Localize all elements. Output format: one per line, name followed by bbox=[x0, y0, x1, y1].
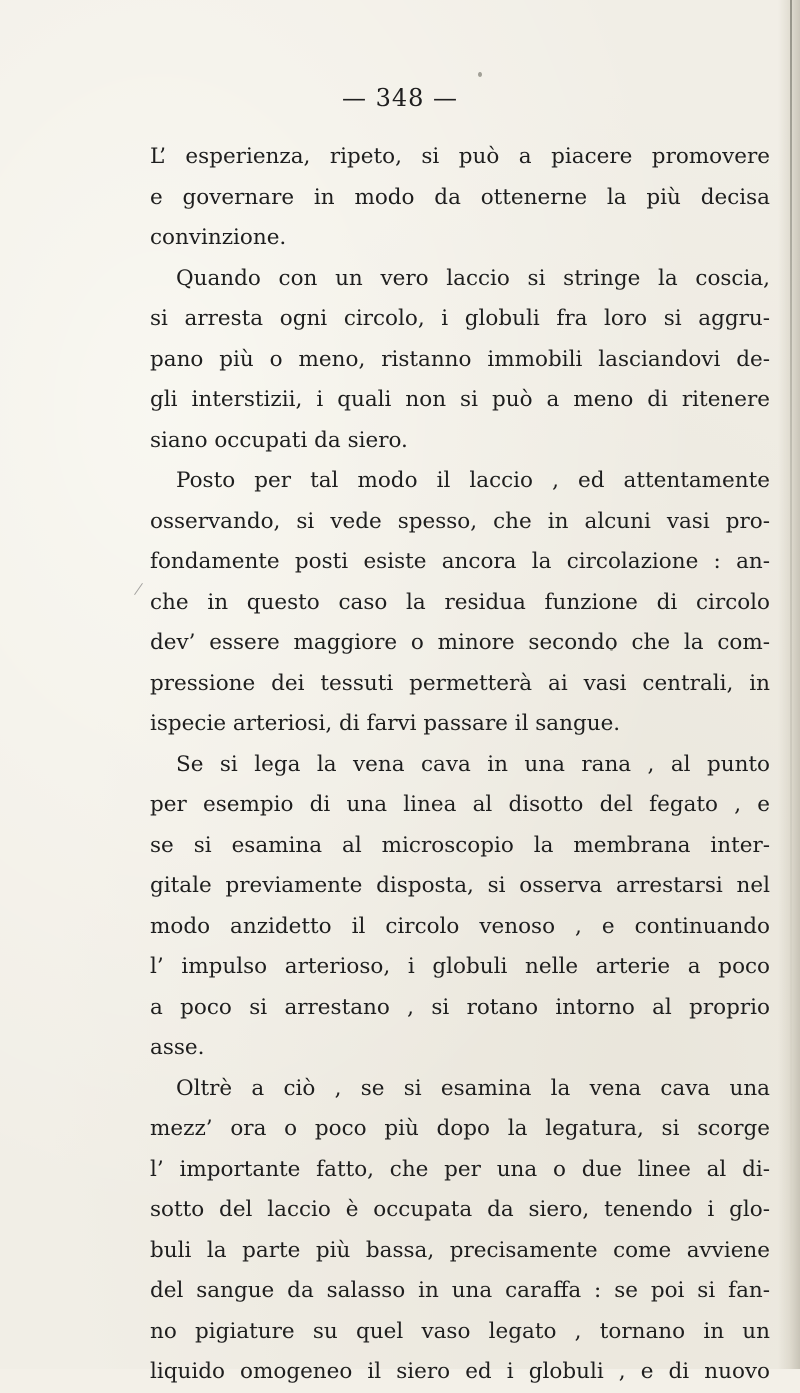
page-edge-shadow bbox=[778, 0, 800, 1369]
text-line: e governare in modo da ottenerne la più decisa bbox=[150, 184, 770, 210]
text-line: sotto del laccio è occupata da siero, tenendo i glo- bbox=[150, 1197, 770, 1222]
text-line: Se si lega la vena cava in una rana , al punto bbox=[176, 751, 770, 777]
text-line: mezz’ ora o poco più dopo la legatura, si scorge bbox=[150, 1116, 770, 1141]
text-line: si arresta ogni circolo, i globuli fra loro si aggru- bbox=[150, 306, 770, 331]
text-line: Quando con un vero laccio si stringe la coscia, bbox=[176, 265, 770, 291]
text-line: modo anzidetto il circolo venoso , e continuando bbox=[150, 913, 770, 939]
text-line: buli la parte più bassa, precisamente come avviene bbox=[150, 1237, 770, 1263]
text-line: se si esamina al microscopio la membrana inter- bbox=[150, 832, 770, 858]
text-line: osservando, si vede spesso, che in alcuni vasi pro- bbox=[150, 508, 770, 534]
text-line: l’ impulso arterioso, i globuli nelle arterie a poco bbox=[150, 954, 770, 979]
body-text bbox=[150, 137, 770, 1393]
text-line: pressione dei tessuti permetterà ai vasi centrali, in bbox=[150, 670, 770, 696]
text-line: asse. bbox=[150, 1035, 205, 1060]
text-line: l’ importante fatto, che per una o due linee al di- bbox=[150, 1156, 770, 1182]
margin-mark bbox=[134, 583, 143, 595]
text-line: gli interstizii, i quali non si può a meno di ritenere bbox=[150, 387, 770, 412]
text-line: per esempio di una linea al disotto del fegato , e bbox=[150, 792, 770, 817]
text-line: gitale previamente disposta, si osserva arrestarsi nel bbox=[150, 873, 770, 898]
text-line: Oltrè a ciò , se si esamina la vena cava una bbox=[176, 1075, 770, 1101]
text-line: dev’ essere maggiore o minore secondo che la com- bbox=[150, 630, 770, 655]
text-line: siano occupati da siero. bbox=[150, 427, 408, 453]
page-number-header: — 348 — bbox=[341, 84, 459, 112]
text-line: no pigiature su quel vaso legato , tornano in un bbox=[150, 1318, 770, 1344]
page-edge-line bbox=[790, 0, 792, 1369]
text-line: del sangue da salasso in una caraffa : se poi si fan- bbox=[150, 1278, 770, 1303]
text-line: ispecie arteriosi, di farvi passare il sangue. bbox=[150, 711, 621, 736]
text-line: fondamente posti esiste ancora la circolazione : an- bbox=[150, 549, 770, 574]
text-line: liquido omogeneo il siero ed i globuli , e di nuovo bbox=[150, 1359, 770, 1384]
ink-speck bbox=[478, 72, 482, 77]
text-line: Posto per tal modo il laccio , ed attentamente bbox=[176, 468, 770, 493]
text-line: che in questo caso la residua funzione di circolo bbox=[150, 589, 770, 615]
text-line: pano più o meno, ristanno immobili lasciandovi de- bbox=[150, 346, 770, 372]
text-line: convinzione. bbox=[150, 225, 287, 250]
text-line: a poco si arrestano , si rotano intorno al proprio bbox=[150, 994, 770, 1020]
text-line: L’ esperienza, ripeto, si può a piacere promovere bbox=[150, 144, 770, 169]
